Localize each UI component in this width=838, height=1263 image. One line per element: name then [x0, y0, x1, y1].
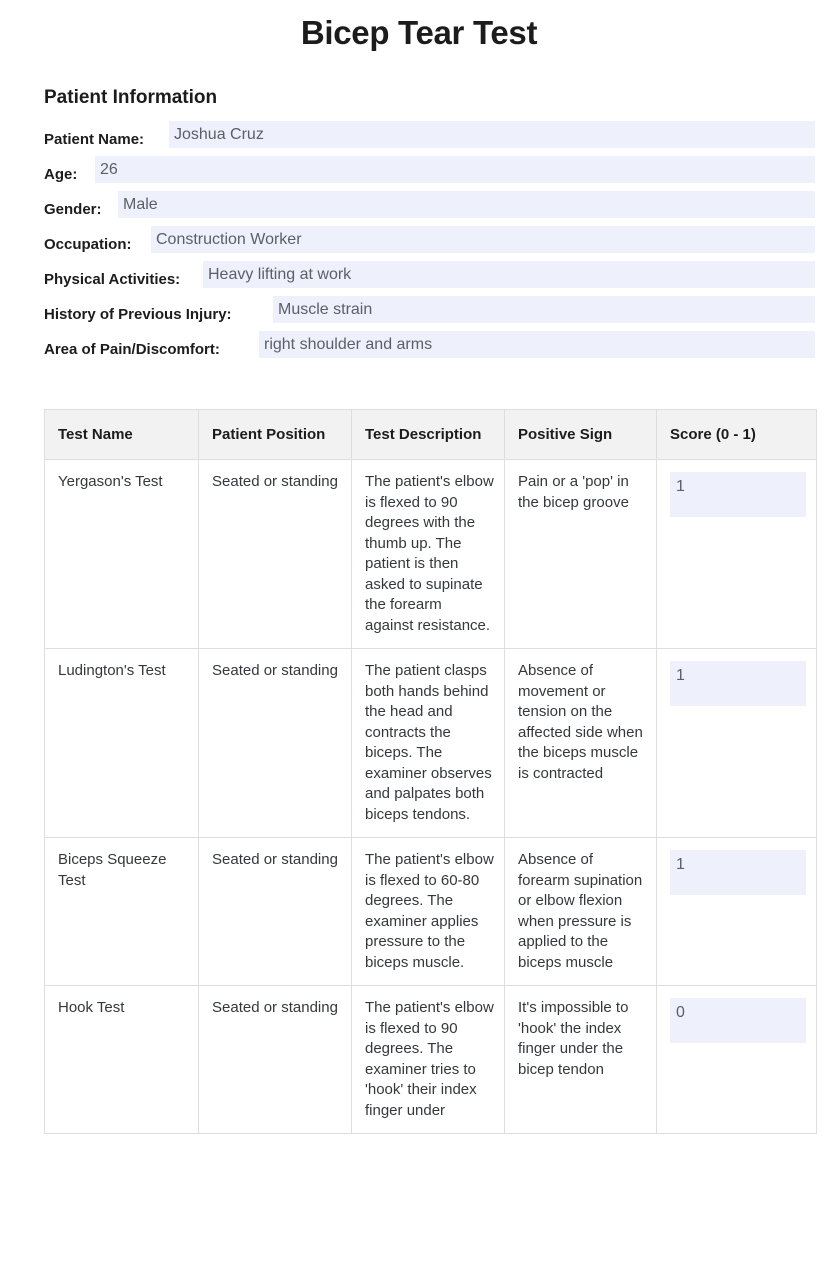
table-row: [45, 460, 817, 649]
table-row: [45, 838, 817, 986]
column-header-positive-sign: Positive Sign: [505, 410, 657, 460]
age-label: Age:: [44, 166, 78, 183]
cell-test-name: Hook Test: [45, 986, 199, 1134]
column-header-score: Score (0 - 1): [657, 410, 817, 460]
cell-positive-sign: It's impossible to 'hook' the index finger under the bicep tendon: [505, 986, 657, 1134]
page-title: Bicep Tear Test: [300, 14, 538, 51]
column-header-test-name: Test Name: [45, 410, 199, 460]
column-header-patient-position: Patient Position: [199, 410, 352, 460]
gender-row: [0, 190, 838, 225]
test-table-head: [45, 410, 817, 460]
cell-score: [657, 838, 817, 986]
test-table: [44, 409, 817, 1134]
patient-information-list: [0, 120, 838, 365]
cell-test-description: The patient's elbow is flexed to 90 degrees. The examiner tries to 'hook' their index finger under: [352, 986, 505, 1134]
gender-label: Gender:: [44, 201, 102, 218]
patient-information-heading: Patient Information: [44, 87, 218, 108]
physical-activities-input[interactable]: [203, 261, 815, 288]
occupation-input[interactable]: [151, 226, 815, 253]
score-input[interactable]: [670, 998, 806, 1043]
age-input[interactable]: [95, 156, 815, 183]
previous-injury-label: History of Previous Injury:: [44, 306, 232, 323]
area-of-pain-row: [0, 330, 838, 365]
cell-positive-sign: Absence of movement or tension on the affected side when the biceps muscle is contracted: [505, 649, 657, 838]
patient-name-input[interactable]: [169, 121, 815, 148]
cell-test-name: Biceps Squeeze Test: [45, 838, 199, 986]
test-table-body: [45, 460, 817, 1134]
cell-test-name: Ludington's Test: [45, 649, 199, 838]
cell-patient-position: Seated or standing: [199, 460, 352, 649]
score-input[interactable]: [670, 661, 806, 706]
cell-test-description: The patient's elbow is flexed to 60-80 degrees. The examiner applies pressure to the biceps muscle.: [352, 838, 505, 986]
table-row: [45, 649, 817, 838]
cell-score: [657, 986, 817, 1134]
bicep-tear-test-page: [0, 13, 838, 1134]
test-table-container: [44, 409, 816, 1134]
cell-patient-position: Seated or standing: [199, 649, 352, 838]
patient-name-label: Patient Name:: [44, 131, 145, 148]
table-row: [45, 986, 817, 1134]
area-of-pain-label: Area of Pain/Discomfort:: [44, 341, 220, 358]
area-of-pain-input[interactable]: [259, 331, 815, 358]
occupation-label: Occupation:: [44, 236, 132, 253]
age-row: [0, 155, 838, 190]
cell-test-name: Yergason's Test: [45, 460, 199, 649]
cell-test-description: The patient's elbow is flexed to 90 degrees with the thumb up. The patient is then asked to supinate the forearm against resistance.: [352, 460, 505, 649]
score-input[interactable]: [670, 850, 806, 895]
score-input[interactable]: [670, 472, 806, 517]
cell-score: [657, 649, 817, 838]
cell-patient-position: Seated or standing: [199, 986, 352, 1134]
previous-injury-input[interactable]: [273, 296, 815, 323]
gender-input[interactable]: [118, 191, 815, 218]
cell-patient-position: Seated or standing: [199, 838, 352, 986]
patient-name-row: [0, 120, 838, 155]
cell-positive-sign: Absence of forearm supination or elbow flexion when pressure is applied to the biceps muscle: [505, 838, 657, 986]
cell-test-description: The patient clasps both hands behind the head and contracts the biceps. The examiner observes and palpates both biceps tendons.: [352, 649, 505, 838]
cell-positive-sign: Pain or a 'pop' in the bicep groove: [505, 460, 657, 649]
occupation-row: [0, 225, 838, 260]
cell-score: [657, 460, 817, 649]
column-header-test-description: Test Description: [352, 410, 505, 460]
physical-activities-row: [0, 260, 838, 295]
physical-activities-label: Physical Activities:: [44, 271, 181, 288]
table-header-row: [45, 410, 817, 460]
previous-injury-row: [0, 295, 838, 330]
